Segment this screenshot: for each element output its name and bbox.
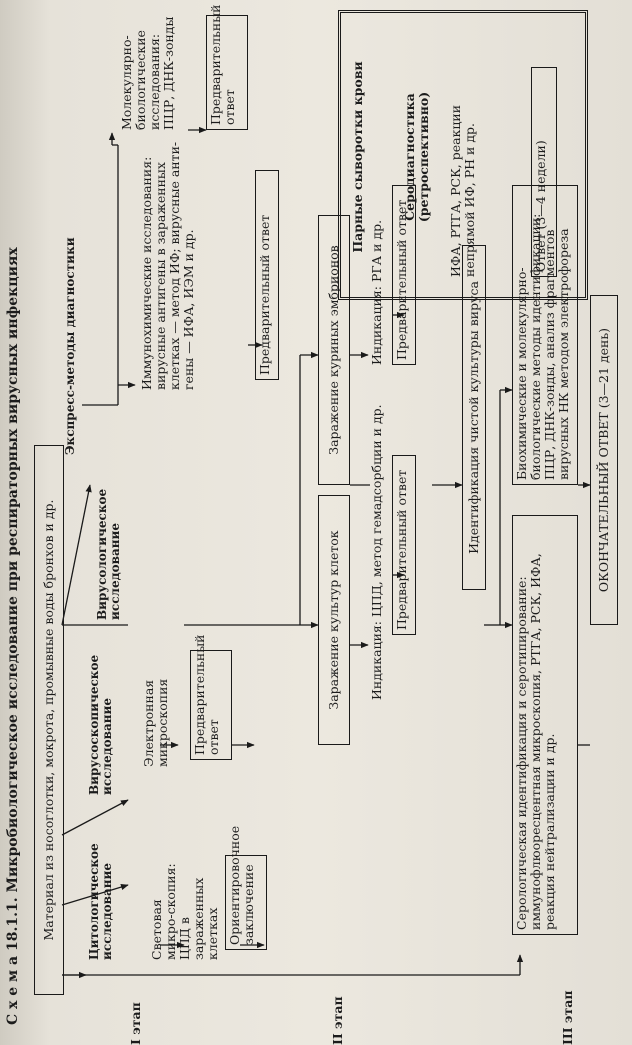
final-answer-text: ОКОНЧАТЕЛЬНЫЙ ОТВЕТ (3—21 день) xyxy=(596,327,611,593)
electron-microscopy-text: Электронная микроскопия xyxy=(141,678,170,767)
final-answer-box xyxy=(590,295,618,625)
viruso-answer-box xyxy=(190,634,232,760)
molecular-answer-box xyxy=(206,4,248,130)
material-box xyxy=(34,445,64,995)
immuno-answer-box xyxy=(255,170,279,380)
cell-culture-text: Заражение культур клеток xyxy=(326,530,341,710)
molecular-text: Молекулярно-биологические исследования: ПЦР, ДНК-зонды xyxy=(119,16,176,130)
virusoscopic-header: Вирусоскопическое исследование xyxy=(87,654,115,795)
cytological-header: Цитологическое исследование xyxy=(87,843,115,960)
stage-1-label: I этап xyxy=(128,1002,143,1045)
indication-cells-text: Индикация: ЦПД, метод гемадсорбции и др. xyxy=(369,404,384,700)
molecular-answer-text: Предварительный ответ xyxy=(208,4,237,125)
serodiagnosis-answer-box xyxy=(531,67,557,277)
immunochemical-text: Иммунохимические исследования: вирусные антигены в зараженных клетках — метод ИФ; вирусные анти-гены — ИФА, ИЭМ и др. xyxy=(139,141,196,390)
indication-cells-answer-box xyxy=(392,455,416,635)
serodiagnosis-panel xyxy=(338,10,588,300)
viruso-answer-text: Предварительный ответ xyxy=(192,634,221,755)
paired-sera-text: Парные сыворотки крови xyxy=(350,61,365,253)
light-microscopy-text: Световая микро-скопия: ЦПД в зараженных клетках xyxy=(149,863,220,960)
serodiagnosis-answer-text: Ответ (3—4 недели) xyxy=(533,140,548,272)
indication-cells-answer-text: Предварительный ответ xyxy=(394,469,409,630)
scheme-title: С х е м а 18.1.1. Микробиологическое исследование при респираторных вирусных инфекциях xyxy=(5,247,21,1025)
embryos-text: Заражение куриных эмбрионов xyxy=(326,245,341,455)
express-header: Экспресс-методы диагностики xyxy=(63,237,77,455)
orientation-conclusion-box xyxy=(225,825,267,950)
biochemical-text: Биохимические и молекулярно-биологические методы идентификации: ПЦР, ДНК-зонды, анализ фрагментов вирусных НК методом электрофореза xyxy=(514,213,571,480)
immuno-answer-text: Предварительный ответ xyxy=(257,214,272,375)
cell-culture-box xyxy=(318,495,350,745)
stage-3-label: III этап xyxy=(560,990,575,1045)
material-text: Материал из носоглотки, мокрота, промывные воды бронхов и др. xyxy=(41,499,56,941)
indication-embryos-text: Индикация: РГА и др. xyxy=(369,219,384,365)
orientation-conclusion-text: Ориентировочное заключение xyxy=(227,825,256,945)
serological-text: Серологическая идентификация и серотипирование: иммунофлюоресцентная микроскопия, РТГА, РСК, ИФА, реакция нейтрализации и др. xyxy=(514,553,557,930)
stage-2-label: II этап xyxy=(330,996,345,1045)
serological-box xyxy=(512,515,578,935)
serodiagnosis-methods: ИФА, РТГА, РСК, реакции непрямой ИФ, РН и др. xyxy=(448,104,477,277)
virological-header: Вирусологическое исследование xyxy=(95,488,123,620)
identification-text: Идентификация чистой культуры вируса xyxy=(466,281,481,554)
indication-embryos-answer-text: Предварительный ответ xyxy=(394,199,409,360)
serodiagnosis-title: Серодиагностика (ретроспективно) xyxy=(402,91,431,223)
